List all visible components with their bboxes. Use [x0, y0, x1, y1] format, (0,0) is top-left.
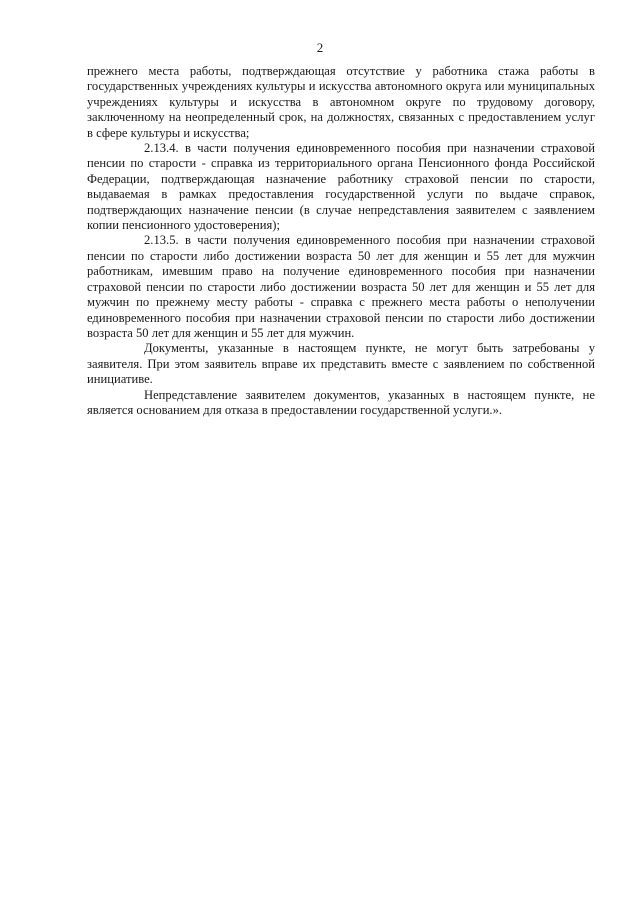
page-number: 2	[316, 40, 324, 55]
paragraph-documents-note: Документы, указанные в настоящем пункте, не могут быть затребованы у заявителя. При этом заявитель вправе их представить вместе с заявлением по собственной инициативе.	[87, 341, 595, 387]
paragraph-continuation: прежнего места работы, подтверждающая отсутствие у работника стажа работы в государственных учреждениях культуры и искусства автономного округа или муниципальных учреждениях культуры и искусства в автономном округе по трудовому договору, заключенному на неопределенный срок, на должностях, связанных с предоставлением услуг в сфере культуры и искусства;	[87, 64, 595, 140]
paragraph-item-2-13-5: 2.13.5. в части получения единовременного пособия при назначении страховой пенсии по старости либо достижении возраста 50 лет для женщин и 55 лет для мужчин работникам, имевшим право на получение единовременного пособия при назначении страховой пенсии по старости либо достижении возраста 50 лет для женщин и 55 лет для мужчин по прежнему месту работы - справка с прежнего места работы о неполучении единовременного пособия при назначении страховой пенсии по старости либо достижении возраста 50 лет для женщин и 55 лет для мужчин.	[87, 233, 595, 340]
document-body	[87, 64, 595, 418]
paragraph-non-submission-note: Непредставление заявителем документов, указанных в настоящем пункте, не является основанием для отказа в предоставлении государственной услуги.».	[87, 387, 595, 417]
paragraph-item-2-13-4: 2.13.4. в части получения единовременного пособия при назначении страховой пенсии по старости - справка из территориального органа Пенсионного фонда Российской Федерации, подтверждающая назначение работнику страховой пенсии по старости, выдаваемая в рамках предоставления государственной услуги по выдаче справок, подтверждающих назначение пенсии (в случае непредставления заявителем с заявлением копии пенсионного удостоверения);	[87, 141, 595, 233]
